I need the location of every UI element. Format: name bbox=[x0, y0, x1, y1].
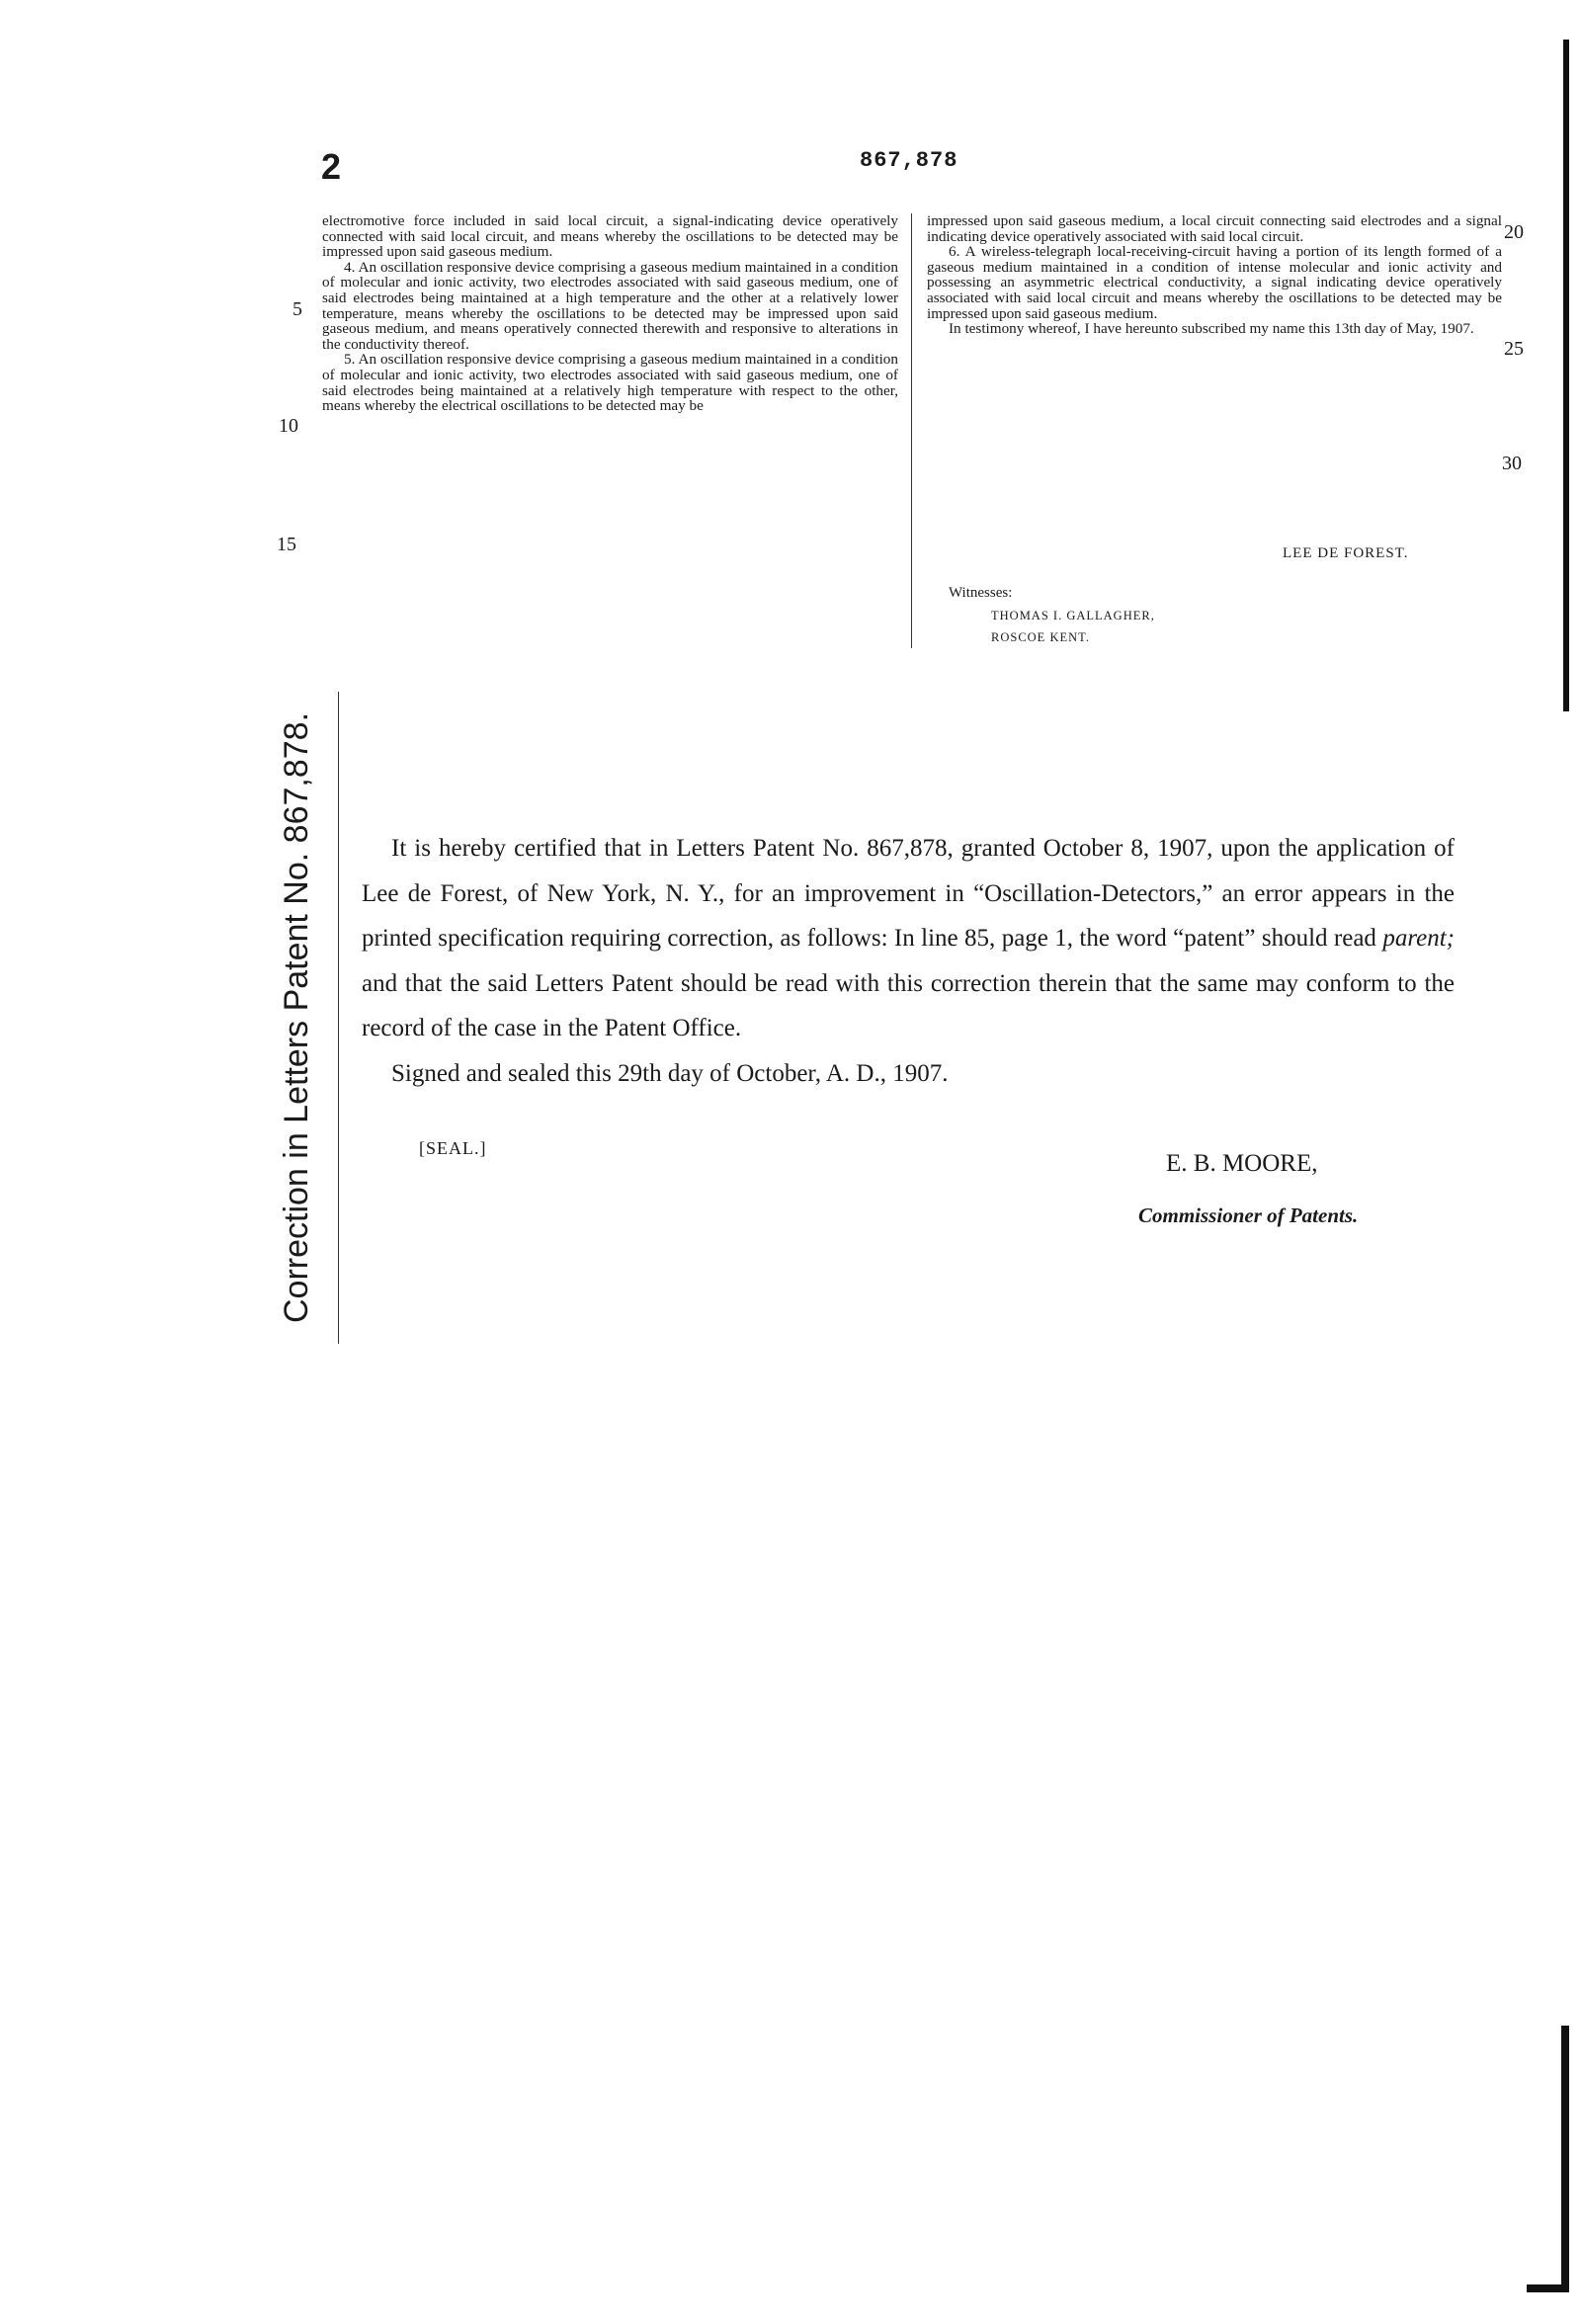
line-number: 20 bbox=[1504, 221, 1524, 243]
scan-border bbox=[1563, 40, 1569, 711]
commissioner-title: Commissioner of Patents. bbox=[1138, 1204, 1359, 1227]
line-number: 25 bbox=[1504, 338, 1524, 360]
witnesses-label: Witnesses: bbox=[949, 585, 1013, 601]
claim-5: 5. An oscillation responsive device comprising a gaseous medium maintained in a condition of molecular and ionic activity, two electrodes associated with said gaseous medium, one of said electrodes being maintained at a relatively high temperature with respect to the other, means whereby the electrical oscillations to be detected may be bbox=[322, 351, 898, 415]
testimony-clause: In testimony whereof, I have hereunto subscribed my name this 13th day of May, 1907. bbox=[949, 320, 1474, 338]
claim-continuation: electromotive force included in said local circuit, a signal-indicating device operatively connected with said local circuit, and means whereby the oscillations to be detected may be impressed upon said gaseous medium. bbox=[322, 212, 898, 261]
claim-6: 6. A wireless-telegraph local-receiving-circuit having a portion of its length formed of a gaseous medium maintained in a condition of intense molecular and ionic activity and possessing an asymmetric electrical conductivity, a signal indicating device operatively associated with said local circuit and means whereby the oscillations to be detected may be impressed upon said gaseous medium. bbox=[927, 243, 1502, 322]
correction-margin-title: Correction in Letters Patent No. 867,878. bbox=[278, 711, 315, 1324]
seal-mark: [SEAL.] bbox=[419, 1138, 487, 1158]
witness-name: THOMAS I. GALLAGHER, bbox=[991, 609, 1155, 622]
commissioner-name: E. B. MOORE, bbox=[1166, 1150, 1318, 1177]
column-divider bbox=[911, 213, 912, 648]
line-number: 15 bbox=[277, 534, 296, 555]
claim-4: 4. An oscillation responsive device comprising a gaseous medium maintained in a condition of molecular and ionic activity, two electrodes associated with said gaseous medium, one of said electrodes being maintained at a high temperature and the other at a relatively lower temperature, means whereby the oscillations to be detected may be impressed upon said gaseous medium, and means operatively connected therewith and responsive to alterations in the conductivity thereof. bbox=[322, 258, 898, 353]
signed-sealed-line: Signed and sealed this 29th day of October, A. D., 1907. bbox=[391, 1059, 949, 1087]
certificate-text: and that the said Letters Patent should be read with this correction therein that the same may conform to the record of the case in the Patent Office. bbox=[362, 969, 1455, 1041]
corrected-word: parent; bbox=[1382, 925, 1455, 952]
certificate-text: It is hereby certified that in Letters Patent No. 867,878, granted October 8, 1907, upon the application of Lee de Forest, of New York, N. Y., for an improvement in “Oscillation-Detectors,” an error appears in the printed specification requiring correction, as follows: In line 85, page 1, the word “patent” should read bbox=[362, 835, 1455, 952]
inventor-signature: LEE DE FOREST. bbox=[1283, 545, 1409, 561]
scan-border bbox=[1561, 2026, 1569, 2292]
certificate-of-correction bbox=[362, 826, 1455, 1096]
line-number: 30 bbox=[1502, 453, 1522, 474]
margin-rule bbox=[338, 692, 339, 1344]
witness-name: ROSCOE KENT. bbox=[991, 630, 1090, 644]
right-text-column bbox=[927, 213, 1502, 337]
patent-number: 867,878 bbox=[860, 148, 958, 173]
scan-border bbox=[1527, 2284, 1568, 2292]
claim-5-continuation: impressed upon said gaseous medium, a local circuit connecting said electrodes and a signal indicating device operatively associated with said local circuit. bbox=[927, 212, 1502, 245]
page-number: 2 bbox=[321, 146, 342, 187]
left-text-column bbox=[322, 213, 898, 414]
line-number: 10 bbox=[279, 415, 298, 437]
line-number: 5 bbox=[292, 298, 302, 320]
certificate-body bbox=[362, 826, 1455, 1051]
